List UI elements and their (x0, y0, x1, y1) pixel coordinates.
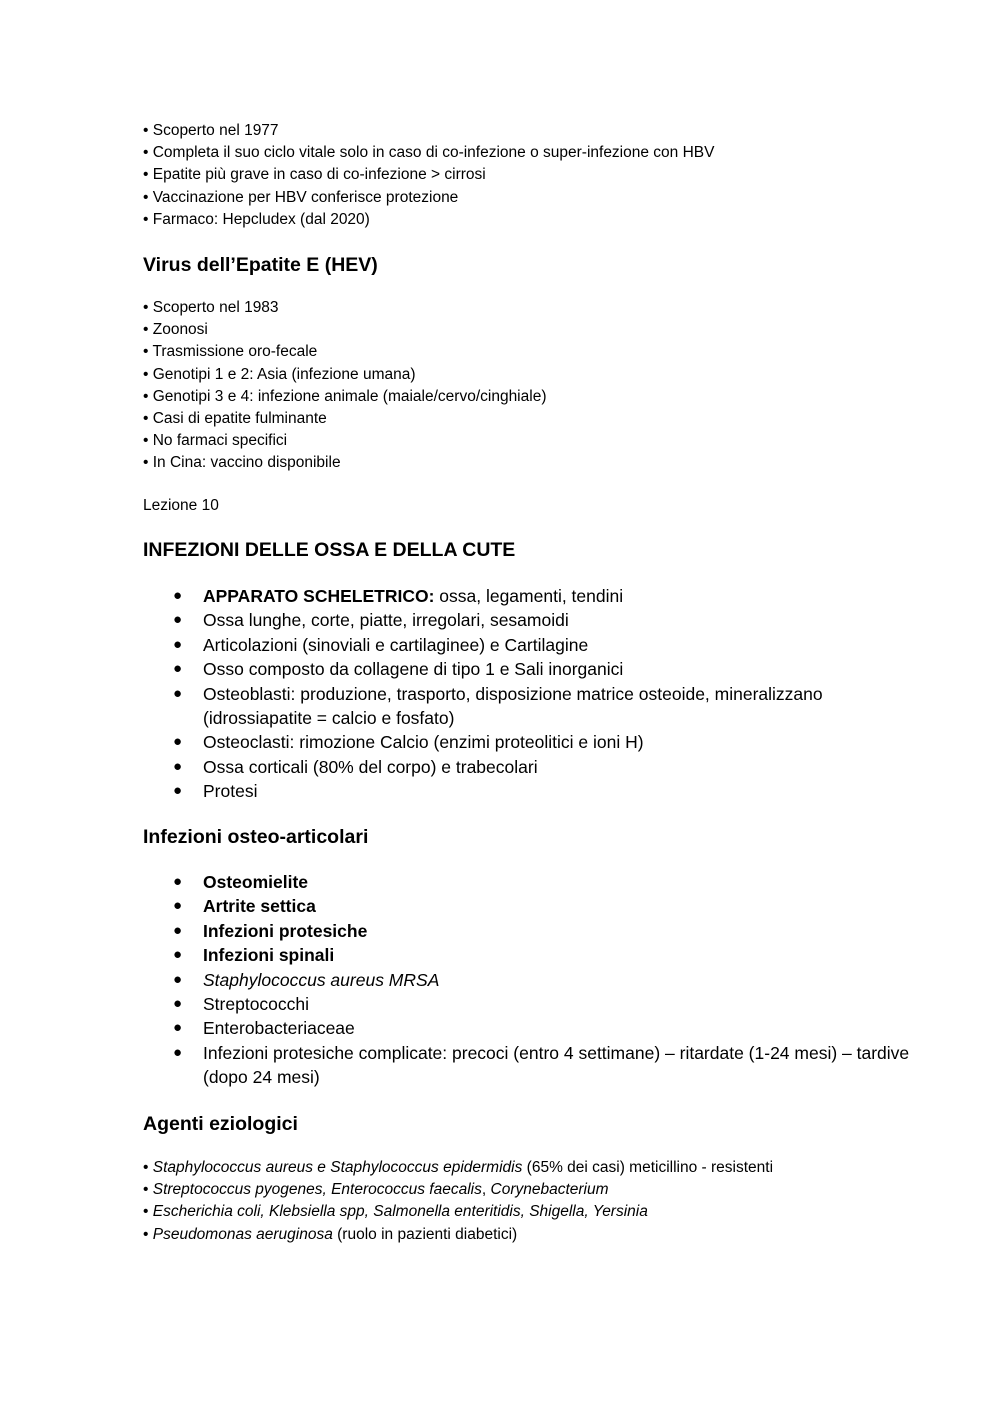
list-item: • Trasmissione oro-fecale (143, 343, 318, 361)
organism-names: Escherichia coli, Klebsiella spp, Salmonella enteritidis, Shigella, Yersinia (152, 1203, 648, 1221)
bullet-icon: ● (173, 635, 183, 653)
list-item-text: Osteoclasti: rimozione Calcio (enzimi proteolitici e ioni H) (203, 732, 644, 753)
list-item: • In Cina: vaccino disponibile (143, 454, 341, 472)
bullet-icon: ● (173, 587, 183, 604)
bullet-icon: ● (173, 660, 183, 678)
list-item (143, 682, 923, 731)
bullet-icon: ● (173, 995, 183, 1013)
list-item-text: Protesi (203, 781, 258, 802)
bullet-icon: ● (173, 1043, 183, 1061)
bullet-icon: ● (173, 970, 183, 988)
organism-names: Staphylococcus aureus e Staphylococcus epidermidis (152, 1159, 523, 1176)
list-item (143, 1179, 903, 1201)
bullet-icon: • (143, 1225, 153, 1243)
bones-list (143, 584, 923, 804)
list-item-text: Staphylococcus aureus MRSA (203, 969, 440, 990)
bullet-icon: ● (173, 611, 183, 629)
lesson-label: Lezione 10 (143, 497, 219, 514)
agents-heading: Agenti eziologici (143, 1113, 298, 1135)
hev-heading: Virus dell’Epatite E (HEV) (143, 254, 378, 276)
list-item: • No farmaci specifici (143, 432, 288, 450)
list-item (143, 919, 923, 943)
list-item-text: (ruolo in pazienti diabetici) (332, 1225, 518, 1243)
list-item (143, 1041, 923, 1090)
list-item (143, 1157, 903, 1179)
list-item (143, 1016, 923, 1040)
hdv-list (143, 120, 903, 231)
list-item (143, 584, 923, 608)
list-item: • Completa il suo ciclo vitale solo in caso di co-infezione o super-infezione con HBV (143, 144, 715, 162)
bullet-icon: • (143, 1203, 153, 1221)
list-item (143, 968, 923, 992)
list-item-text: Osteoblasti: produzione, trasporto, disposizione matrice osteoide, mineralizzano (idrossiapatite = calcio e fosfato) (203, 683, 823, 729)
bullet-icon: ● (173, 921, 183, 939)
bullet-icon: ● (173, 897, 183, 915)
list-item-text: Ossa corticali (80% del corpo) e trabecolari (203, 756, 538, 777)
list-item-text: Artrite settica (203, 896, 316, 917)
list-item (143, 633, 923, 657)
organism-names: Streptococcus pyogenes, Enterococcus faecalis (152, 1181, 482, 1199)
list-item (143, 894, 923, 918)
list-item: • Epatite più grave in caso di co-infezione > cirrosi (143, 166, 486, 184)
bones-heading: INFEZIONI DELLE OSSA E DELLA CUTE (143, 539, 516, 561)
agents-list (143, 1157, 903, 1246)
list-item-text: Osso composto da collagene di tipo 1 e Sali inorganici (203, 659, 624, 680)
bullet-icon: ● (173, 873, 183, 890)
bullet-icon: ● (173, 1019, 183, 1037)
list-item: • Genotipi 1 e 2: Asia (infezione umana) (143, 365, 416, 383)
list-item-text: Infezioni protesiche (203, 920, 368, 941)
list-item (143, 943, 923, 967)
list-item-text: Infezioni spinali (203, 945, 335, 966)
list-item: • Scoperto nel 1977 (143, 122, 279, 139)
osteo-list (143, 870, 923, 1090)
list-item: • Zoonosi (143, 321, 208, 339)
list-item-text: (65% dei casi) meticillino - resistenti (522, 1159, 774, 1176)
list-item (143, 992, 923, 1016)
list-item-text: Enterobacteriaceae (203, 1018, 355, 1039)
bullet-icon: ● (173, 946, 183, 964)
list-item (143, 1201, 903, 1223)
bullet-icon: • (143, 1159, 153, 1176)
list-item (143, 870, 923, 894)
list-item (143, 755, 923, 779)
list-item-text: Osteomielite (203, 872, 309, 892)
bullet-icon: ● (173, 757, 183, 775)
bullet-icon: ● (173, 733, 183, 751)
list-item: • Farmaco: Hepcludex (dal 2020) (143, 210, 370, 228)
bullet-icon: • (143, 1181, 153, 1199)
list-item: • Vaccinazione per HBV conferisce protezione (143, 188, 459, 206)
list-item: • Casi di epatite fulminante (143, 410, 327, 428)
list-item (143, 1224, 903, 1246)
list-item-bold-label: APPARATO SCHELETRICO: (203, 586, 435, 606)
bullet-icon: ● (173, 782, 183, 800)
list-item-text: Infezioni protesiche complicate: precoci (entro 4 settimane) – ritardate (1-24 mesi) – tardive (dopo 24 mesi) (203, 1042, 910, 1088)
list-item (143, 730, 923, 754)
bullet-icon: ● (173, 684, 183, 702)
osteo-heading: Infezioni osteo-articolari (143, 826, 369, 848)
list-item-text: Streptococchi (203, 994, 310, 1015)
list-item (143, 608, 923, 632)
organism-names: Pseudomonas aeruginosa (152, 1225, 333, 1243)
list-item (143, 657, 923, 681)
list-item: • Scoperto nel 1983 (143, 299, 279, 316)
list-item-text: Ossa lunghe, corte, piatte, irregolari, sesamoidi (203, 610, 569, 631)
organism-names: Corynebacterium (490, 1181, 609, 1199)
list-item-text: Articolazioni (sinoviali e cartilaginee) e Cartilagine (203, 634, 589, 655)
list-item-text: ossa, legamenti, tendini (434, 586, 624, 606)
list-item (143, 779, 923, 803)
list-item: • Genotipi 3 e 4: infezione animale (maiale/cervo/cinghiale) (143, 387, 547, 405)
separator: , (481, 1181, 491, 1199)
hev-list (143, 297, 903, 475)
